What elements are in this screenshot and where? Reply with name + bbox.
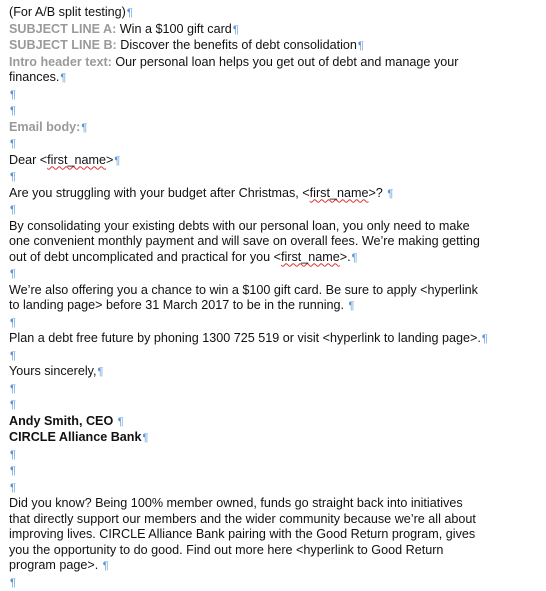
empty-paragraph: [9, 266, 529, 283]
greeting-pre: Dear <: [9, 153, 47, 167]
paragraph-5-line-4: [9, 543, 529, 559]
empty-paragraph: [9, 480, 529, 497]
empty-paragraph: [9, 348, 529, 365]
subject-a-label: SUBJECT LINE A:: [9, 22, 116, 36]
empty-paragraph: [9, 463, 529, 480]
greeting-name-placeholder: first_name: [47, 153, 106, 167]
testing-note-text: (For A/B split testing): [9, 5, 126, 19]
email-body-label-line: [9, 120, 529, 137]
paragraph-2-line-3: [9, 250, 529, 267]
testing-note: [9, 5, 529, 22]
paragraph-2-line-1: [9, 219, 529, 235]
pilcrow-mark: ¶: [10, 383, 16, 395]
intro-label: Intro header text:: [9, 55, 112, 69]
p1-pre: Are you struggling with your budget after Christmas, <: [9, 186, 310, 200]
pilcrow-mark: ¶: [10, 317, 16, 329]
p2-line1: By consolidating your existing debts with our personal loan, you only need to make: [9, 219, 470, 233]
p5-line5: program page>.: [9, 558, 98, 572]
empty-paragraph: [9, 136, 529, 153]
p2-line3-pre: out of debt uncomplicated and practical for you <: [9, 250, 281, 264]
paragraph-5-line-3: [9, 527, 529, 543]
signer-company: CIRCLE Alliance Bank: [9, 430, 142, 444]
pilcrow-mark: ¶: [98, 366, 104, 378]
subject-line-a: [9, 22, 529, 39]
empty-paragraph: [9, 202, 529, 219]
p4-line1: Plan a debt free future by phoning 1300 725 519 or visit <hyperlink to landing page>.: [9, 331, 481, 345]
pilcrow-mark: ¶: [10, 89, 16, 101]
empty-paragraph: [9, 169, 529, 186]
pilcrow-mark: ¶: [10, 350, 16, 362]
pilcrow-mark: ¶: [10, 482, 16, 494]
empty-paragraph: [9, 87, 529, 104]
p5-line4: you the opportunity to do good. Find out more here <hyperlink to Good Return: [9, 543, 443, 557]
paragraph-5-line-5: [9, 558, 529, 575]
pilcrow-mark: ¶: [10, 105, 16, 117]
p2-line3-post: >.: [340, 250, 351, 264]
p5-line1: Did you know? Being 100% member owned, funds go straight back into initiatives: [9, 496, 463, 510]
paragraph-2-line-2: [9, 234, 529, 250]
p2-name-placeholder: first_name: [281, 250, 340, 264]
p5-line2: that directly support our members and the wider community because we’re all about: [9, 512, 476, 526]
pilcrow-mark: ¶: [10, 449, 16, 461]
p2-line2: one convenient monthly payment and will save on overall fees. We’re making getting: [9, 234, 480, 248]
pilcrow-mark: ¶: [10, 399, 16, 411]
pilcrow-mark: ¶: [352, 252, 358, 264]
empty-paragraph: [9, 315, 529, 332]
pilcrow-mark: ¶: [10, 204, 16, 216]
pilcrow-mark: ¶: [127, 7, 133, 19]
document-body[interactable]: [9, 5, 529, 591]
closing-line: [9, 364, 529, 381]
paragraph-4: [9, 331, 529, 348]
intro-text-2: finances.: [9, 70, 59, 84]
pilcrow-mark: ¶: [114, 155, 120, 167]
intro-header-line-2: [9, 70, 529, 87]
pilcrow-mark: ¶: [10, 577, 16, 589]
pilcrow-mark: ¶: [10, 268, 16, 280]
pilcrow-mark: ¶: [143, 432, 149, 444]
pilcrow-mark: ¶: [387, 188, 393, 200]
subject-b-label: SUBJECT LINE B:: [9, 38, 117, 52]
pilcrow-mark: ¶: [233, 24, 239, 36]
subject-a-text: Win a $100 gift card: [120, 22, 232, 36]
pilcrow-mark: ¶: [103, 560, 109, 572]
intro-text-1: Our personal loan helps you get out of debt and manage your: [115, 55, 458, 69]
pilcrow-mark: ¶: [349, 300, 355, 312]
empty-paragraph: [9, 381, 529, 398]
p3-line2: to landing page> before 31 March 2017 to be in the running.: [9, 298, 344, 312]
p1-post: >?: [368, 186, 382, 200]
signer-name: Andy Smith, CEO: [9, 414, 113, 428]
pilcrow-mark: ¶: [10, 465, 16, 477]
empty-paragraph: [9, 447, 529, 464]
subject-b-text: Discover the benefits of debt consolidation: [120, 38, 357, 52]
paragraph-3-line-1: [9, 283, 529, 299]
pilcrow-mark: ¶: [10, 138, 16, 150]
greeting-post: >: [106, 153, 113, 167]
paragraph-3-line-2: [9, 298, 529, 315]
p3-line1: We’re also offering you a chance to win a $100 gift card. Be sure to apply <hyperlink: [9, 283, 478, 297]
p5-line3: improving lives. CIRCLE Alliance Bank pairing with the Good Return program, gives: [9, 527, 475, 541]
pilcrow-mark: ¶: [10, 171, 16, 183]
paragraph-1: [9, 186, 529, 203]
greeting: [9, 153, 529, 170]
pilcrow-mark: ¶: [482, 333, 488, 345]
closing-text: Yours sincerely,: [9, 364, 97, 378]
subject-line-b: [9, 38, 529, 55]
empty-paragraph: [9, 397, 529, 414]
pilcrow-mark: ¶: [81, 122, 87, 134]
paragraph-5-line-1: [9, 496, 529, 512]
empty-paragraph: [9, 103, 529, 120]
empty-paragraph: [9, 575, 529, 591]
pilcrow-mark: ¶: [118, 416, 124, 428]
intro-header-line-1: [9, 55, 529, 71]
pilcrow-mark: ¶: [60, 72, 66, 84]
pilcrow-mark: ¶: [358, 40, 364, 52]
signer-company-line: [9, 430, 529, 447]
paragraph-5-line-2: [9, 512, 529, 528]
email-body-label: Email body:: [9, 120, 80, 134]
signer-name-line: [9, 414, 529, 431]
p1-name-placeholder: first_name: [310, 186, 369, 200]
